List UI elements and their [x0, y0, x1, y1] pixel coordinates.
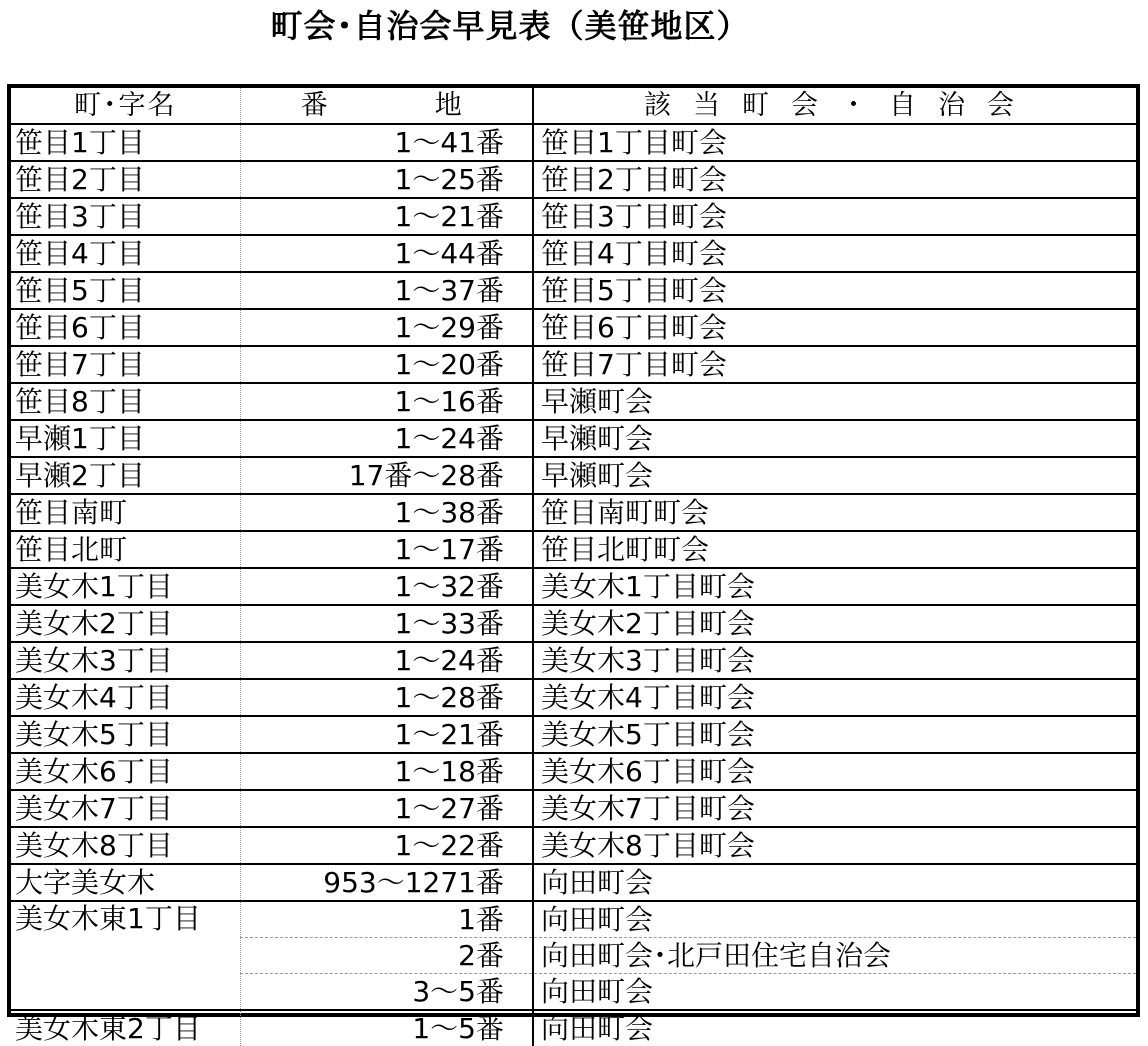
cell-name: 美女木1丁目: [11, 568, 240, 605]
cell-banchi: 1～41番: [240, 124, 533, 161]
cell-name: 美女木5丁目: [11, 716, 240, 753]
cell-kai: 向田町会: [533, 901, 1136, 938]
cell-banchi: 2番: [240, 938, 533, 974]
table-row: [11, 827, 1136, 864]
cell-kai: 向田町会: [533, 864, 1136, 901]
cell-kai: 早瀬町会: [533, 457, 1136, 494]
cell-kai: 笹目7丁目町会: [533, 346, 1136, 383]
cell-kai: 笹目3丁目町会: [533, 198, 1136, 235]
table-row: [11, 272, 1136, 309]
cell-banchi: 1～27番: [240, 790, 533, 827]
cell-banchi: 953～1271番: [240, 864, 533, 901]
cell-name: 美女木4丁目: [11, 679, 240, 716]
cell-banchi: 1番: [240, 901, 533, 938]
cell-name: 笹目6丁目: [11, 309, 240, 346]
cell-banchi: 1～24番: [240, 420, 533, 457]
cell-banchi: 1～21番: [240, 198, 533, 235]
lookup-table: [7, 84, 1140, 1045]
cell-name: 美女木7丁目: [11, 790, 240, 827]
cell-banchi: 1～22番: [240, 827, 533, 864]
cell-kai: 美女木6丁目町会: [533, 753, 1136, 790]
table-row: [11, 494, 1136, 531]
cell-kai: 笹目2丁目町会: [533, 161, 1136, 198]
cell-name: 美女木東1丁目: [11, 901, 240, 1010]
cell-kai: 美女木2丁目町会: [533, 605, 1136, 642]
cell-kai: 早瀬町会: [533, 420, 1136, 457]
column-header-kai: 該当町会・自治会: [533, 88, 1136, 124]
cell-kai: 笹目北町町会: [533, 531, 1136, 568]
cell-kai: 向田町会･北戸田住宅自治会: [533, 938, 1136, 974]
cell-kai: 笹目1丁目町会: [533, 124, 1136, 161]
table-row: [11, 161, 1136, 198]
cell-banchi: 1～20番: [240, 346, 533, 383]
cell-banchi: 1～38番: [240, 494, 533, 531]
cell-kai: 美女木1丁目町会: [533, 568, 1136, 605]
column-header-banchi: 番 地: [240, 88, 533, 124]
cell-name: 笹目北町: [11, 531, 240, 568]
cell-name: 笹目4丁目: [11, 235, 240, 272]
cell-name: 笹目3丁目: [11, 198, 240, 235]
cell-banchi: 3～5番: [240, 974, 533, 1011]
cell-kai: 笹目5丁目町会: [533, 272, 1136, 309]
table-row: [11, 716, 1136, 753]
table-row: [11, 457, 1136, 494]
cell-name: 笹目5丁目: [11, 272, 240, 309]
cell-kai: 笹目6丁目町会: [533, 309, 1136, 346]
cell-kai: 笹目4丁目町会: [533, 235, 1136, 272]
cell-kai: 笹目南町町会: [533, 494, 1136, 531]
cell-kai: 美女木7丁目町会: [533, 790, 1136, 827]
cell-banchi: 1～37番: [240, 272, 533, 309]
table-row: [11, 309, 1136, 346]
cell-kai: 向田町会: [533, 974, 1136, 1011]
table-row: [11, 531, 1136, 568]
cell-name: 笹目8丁目: [11, 383, 240, 420]
cell-name: 早瀬1丁目: [11, 420, 240, 457]
table-row: [11, 124, 1136, 161]
cell-name: 笹目7丁目: [11, 346, 240, 383]
cell-name: 美女木東2丁目: [11, 1010, 240, 1046]
cell-name: 美女木8丁目: [11, 827, 240, 864]
table-body: [11, 124, 1136, 1046]
cell-banchi: 17番～28番: [240, 457, 533, 494]
cell-banchi: 1～21番: [240, 716, 533, 753]
table-row: [11, 642, 1136, 679]
table-row: [11, 753, 1136, 790]
cell-banchi: 1～29番: [240, 309, 533, 346]
cell-banchi: 1～25番: [240, 161, 533, 198]
cell-banchi: 1～18番: [240, 753, 533, 790]
table-row: [11, 383, 1136, 420]
cell-name: 美女木2丁目: [11, 605, 240, 642]
cell-kai: 早瀬町会: [533, 383, 1136, 420]
page-title: 町会･自治会早見表（美笹地区）: [270, 7, 750, 45]
cell-name: 笹目南町: [11, 494, 240, 531]
table-row: [11, 568, 1136, 605]
cell-banchi: 1～44番: [240, 235, 533, 272]
table-row: [11, 790, 1136, 827]
cell-name: 笹目2丁目: [11, 161, 240, 198]
cell-banchi: 1～17番: [240, 531, 533, 568]
cell-banchi: 1～33番: [240, 605, 533, 642]
cell-kai: 美女木8丁目町会: [533, 827, 1136, 864]
table-row: [11, 346, 1136, 383]
table-row: [11, 605, 1136, 642]
table-row: [11, 1010, 1136, 1046]
cell-kai: 美女木4丁目町会: [533, 679, 1136, 716]
cell-name: 大字美女木: [11, 864, 240, 901]
cell-kai: 美女木5丁目町会: [533, 716, 1136, 753]
cell-kai: 美女木3丁目町会: [533, 642, 1136, 679]
table-row: [11, 198, 1136, 235]
cell-name: 早瀬2丁目: [11, 457, 240, 494]
cell-banchi: 1～16番: [240, 383, 533, 420]
cell-banchi: 1～28番: [240, 679, 533, 716]
column-header-name: 町･字名: [11, 88, 240, 124]
cell-name: 美女木3丁目: [11, 642, 240, 679]
cell-banchi: 1～32番: [240, 568, 533, 605]
cell-name: 美女木6丁目: [11, 753, 240, 790]
cell-kai: 向田町会: [541, 1011, 654, 1045]
table-row: [11, 420, 1136, 457]
table-row: [11, 901, 1136, 938]
table-header-row: [11, 88, 1136, 124]
cell-name: 笹目1丁目: [11, 124, 240, 161]
table-row: [11, 679, 1136, 716]
cell-banchi: 1～24番: [240, 642, 533, 679]
cell-banchi: 1～5番: [240, 1010, 533, 1046]
table-row: [11, 864, 1136, 901]
table-row: [11, 235, 1136, 272]
